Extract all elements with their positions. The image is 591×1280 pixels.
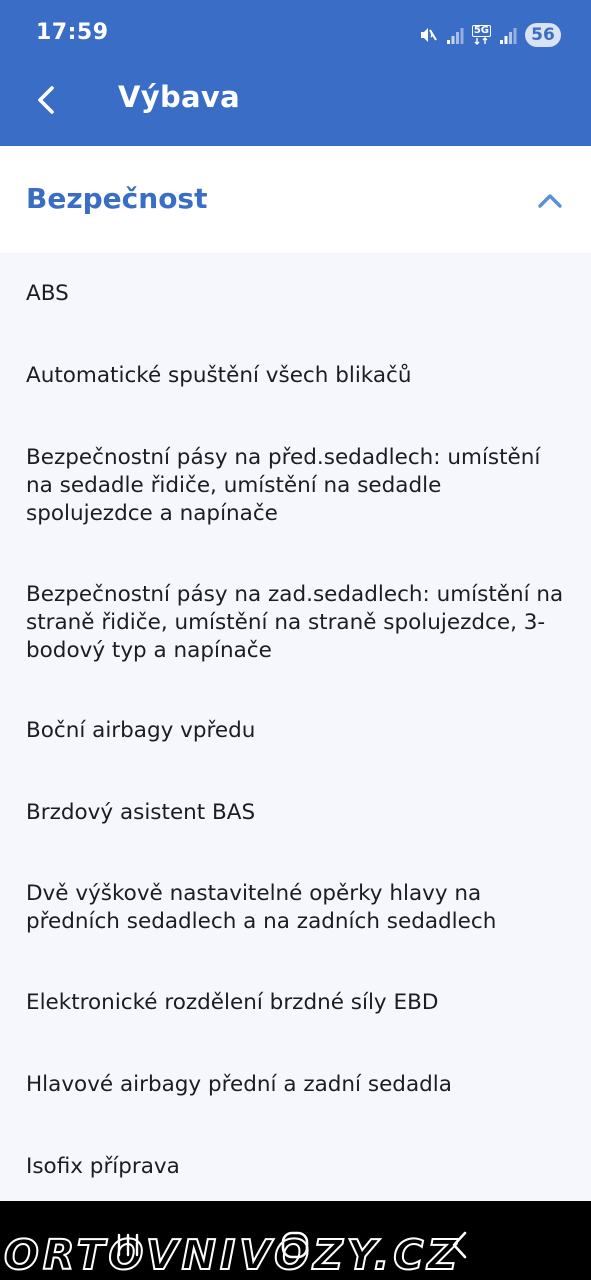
signal-icon — [446, 25, 464, 45]
list-item: Elektronické rozdělení brzdné síly EBD — [26, 990, 439, 1015]
chevron-up-icon — [537, 188, 563, 212]
status-time: 17:59 — [36, 20, 109, 45]
section-header-bezpecnost[interactable] — [0, 146, 591, 253]
recent-apps-icon — [114, 1232, 142, 1258]
battery-indicator: 56 — [525, 23, 561, 47]
recent-apps-button[interactable] — [108, 1225, 148, 1265]
signal-icon-secondary — [499, 25, 517, 45]
home-button[interactable] — [275, 1225, 315, 1265]
list-item: Dvě výškově nastavitelné opěrky hlavy na předních sedadlech a na zadních sedadlech — [26, 881, 497, 934]
list-item: ABS — [26, 281, 69, 306]
list-item: Automatické spuštění všech blikačů — [26, 363, 412, 388]
page-title: Výbava — [118, 80, 240, 114]
back-nav-button[interactable] — [440, 1225, 480, 1265]
list-item: Hlavové airbagy přední a zadní sedadla — [26, 1072, 452, 1097]
list-item: Boční airbagy vpředu — [26, 718, 256, 743]
equipment-list — [0, 253, 591, 1201]
watermark-text: ORTOVNIVOZY.CZ — [4, 1231, 462, 1279]
mute-icon — [418, 25, 438, 45]
section-title: Bezpečnost — [26, 182, 208, 215]
top-header — [0, 0, 591, 146]
network-label: 5G — [473, 25, 489, 36]
home-icon — [280, 1230, 310, 1260]
list-item: Brzdový asistent BAS — [26, 800, 256, 825]
system-nav-bar — [0, 1201, 591, 1280]
app-bar — [0, 62, 591, 146]
network-5g-icon — [472, 25, 491, 45]
back-button[interactable] — [22, 76, 70, 124]
chevron-left-icon — [35, 85, 57, 115]
status-bar — [0, 0, 591, 62]
list-item: Isofix příprava — [26, 1154, 180, 1179]
status-icons — [418, 22, 561, 48]
back-nav-icon — [448, 1230, 472, 1260]
list-item: Bezpečnostní pásy na před.sedadlech: umístění na sedadle řidiče, umístění na sedadle spolujezdce a napínače — [26, 445, 541, 526]
list-item: Bezpečnostní pásy na zad.sedadlech: umístění na straně řidiče, umístění na straně spolujezdce, 3-bodový typ a napínače — [26, 582, 564, 663]
